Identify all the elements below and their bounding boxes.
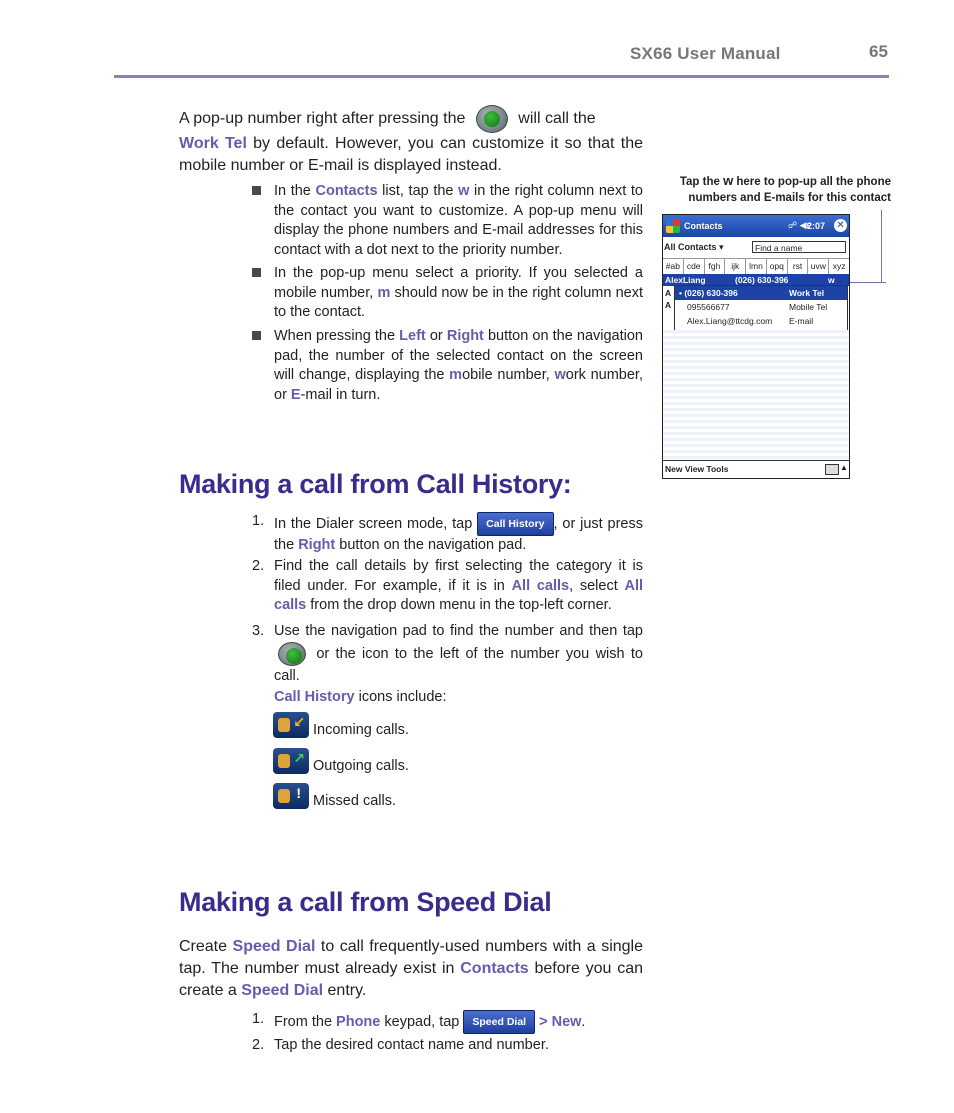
close-icon[interactable]: ✕ (834, 219, 847, 232)
step-text: , or just press the (274, 515, 643, 553)
outgoing-call-icon (273, 748, 309, 774)
phone-term: Phone (336, 1013, 381, 1030)
device-menu-bar (663, 460, 849, 478)
bullet-item (252, 264, 643, 323)
m-term: m (377, 284, 391, 301)
step-text: From the (274, 1013, 337, 1030)
device-clock: 2:07 (807, 221, 826, 231)
all-calls-term: All calls (274, 577, 643, 613)
contacts-term: Contacts (315, 183, 378, 199)
page-number: 65 (869, 42, 888, 61)
numbered-step (252, 1036, 643, 1056)
device-menu-items[interactable]: New View Tools (665, 464, 729, 474)
arrow-glyph: ! (296, 785, 301, 801)
bullet-square (252, 186, 261, 195)
callout-text: Tap the (679, 176, 724, 188)
contact-priority-tag[interactable]: w (828, 275, 835, 285)
section-heading-call-history: Making a call from Call History: (179, 469, 572, 499)
bullet-item (252, 327, 643, 405)
incoming-call-icon (273, 712, 309, 738)
bullet-text: obile number, (462, 367, 555, 383)
intro-text: will call the (513, 110, 596, 128)
bullet-text: should now be in the right column next to the contact. (274, 284, 643, 320)
numbered-step (252, 621, 643, 687)
bullet-text: or (425, 328, 447, 344)
para-text: Create (179, 938, 233, 955)
device-title-bar (663, 215, 849, 237)
icon-label: Outgoing calls. (313, 758, 409, 774)
speed-dial-paragraph (179, 936, 643, 1002)
step-text: keypad, tap (380, 1013, 464, 1030)
w-term: w (458, 183, 470, 199)
popup-item[interactable] (675, 286, 847, 300)
arrow-glyph: ↗ (293, 750, 305, 766)
alpha-tab[interactable]: lmn (746, 259, 767, 274)
number-popup-menu (674, 285, 848, 331)
device-app-title: Contacts (684, 221, 723, 231)
popup-item-label: Work Tel (789, 288, 825, 298)
arrow-glyph: ↙ (293, 714, 305, 730)
popup-item-label: Mobile Tel (789, 302, 828, 312)
step-number: 2. (252, 1037, 265, 1053)
alpha-tab[interactable]: rst (788, 259, 809, 274)
missed-call-icon (273, 783, 309, 809)
contact-row-fragment: A (665, 300, 672, 310)
callout-text: here to pop-up all the phone (733, 176, 891, 188)
step-text: from the drop down menu in the top-left corner. (306, 597, 612, 613)
para-text: to call frequently-used numbers with a single tap. The number must already exist in (179, 938, 643, 977)
step-text: Tap the desired contact name and number. (274, 1037, 549, 1053)
alpha-tab[interactable]: opq (767, 259, 788, 274)
step-text: Find the call details by first selecting the category it is filed under. For example, if it is in (274, 558, 643, 594)
step-text: In the Dialer screen mode, tap (274, 515, 478, 532)
all-calls-term: All calls (511, 577, 570, 594)
bullet-text: list, tap the (377, 183, 459, 199)
intro-text: A pop-up number right after pressing the (179, 110, 470, 128)
right-term: Right (446, 328, 484, 344)
bullet-text: When pressing the (274, 328, 400, 344)
step-text: button on the navigation pad. (335, 537, 527, 553)
numbered-step (252, 557, 643, 616)
callout-text: numbers and E-mails for this contact (688, 192, 891, 204)
new-term: > New (539, 1013, 582, 1030)
call-history-button: Call History (477, 512, 553, 536)
find-name-input[interactable]: Find a name (752, 241, 846, 253)
alpha-tab[interactable]: fgh (705, 259, 726, 274)
contact-row-fragment: A (665, 288, 672, 298)
work-tel-term: Work Tel (179, 135, 247, 152)
alpha-tab[interactable]: ijk (725, 259, 746, 274)
icons-intro-text: icons include: (354, 689, 447, 705)
screenshot-callout (645, 173, 891, 206)
step-text: , select (569, 577, 625, 594)
section-heading-speed-dial: Making a call from Speed Dial (179, 887, 552, 917)
manual-title: SX66 User Manual (630, 44, 781, 63)
alpha-tab[interactable]: cde (684, 259, 705, 274)
icon-legend-item (273, 712, 409, 738)
bullet-item (252, 182, 643, 260)
start-menu-icon[interactable] (666, 219, 680, 233)
speed-dial-term: Speed Dial (232, 938, 316, 955)
phone-call-icon (278, 642, 306, 666)
header-rule (114, 75, 889, 78)
alphabet-tabs (663, 258, 849, 275)
icon-label: Incoming calls. (313, 722, 409, 738)
bullet-text: In the pop-up menu select a priority. If you selected a mobile number, (274, 265, 643, 301)
contact-name: AlexLiang (665, 275, 706, 285)
contacts-list-area (663, 330, 849, 460)
alpha-tab[interactable]: uvw (808, 259, 829, 274)
popup-item-value: 095566677 (687, 302, 730, 312)
numbered-step (252, 512, 643, 556)
category-filter-dropdown[interactable]: All Contacts ▾ (664, 242, 724, 252)
signal-volume-icon[interactable]: ☍ ◀ε (788, 220, 811, 230)
bullet-text: ork number, or (274, 367, 643, 403)
popup-item-value: • (026) 630-396 (679, 288, 738, 298)
icons-intro (274, 689, 446, 705)
numbered-step (252, 1010, 643, 1034)
contacts-term: Contacts (460, 960, 529, 977)
intro-paragraph (179, 105, 643, 177)
contacts-screenshot (662, 214, 850, 479)
right-term: Right (298, 537, 336, 553)
bullet-square (252, 268, 261, 277)
e-term: E (290, 386, 301, 403)
speed-dial-button: Speed Dial (463, 1010, 535, 1034)
input-arrow-icon[interactable]: ▲ (840, 463, 848, 472)
callout-leader-line (881, 210, 882, 283)
bullet-square (252, 331, 261, 340)
popup-item[interactable] (675, 314, 847, 328)
icon-legend-item (273, 783, 396, 809)
call-history-term: Call History (274, 689, 355, 705)
speed-dial-term: Speed Dial (241, 982, 324, 999)
bullet-text: button on the navigation pad, the number of the selected contact on the screen will change, displaying the (274, 328, 643, 383)
step-text: Use the navigation pad to find the number and then tap (274, 623, 643, 639)
alpha-tab[interactable]: #ab (663, 259, 684, 274)
phone-call-icon (476, 105, 508, 133)
bullet-text: -mail in turn. (300, 386, 381, 403)
popup-item[interactable] (675, 300, 847, 314)
icon-label: Missed calls. (313, 793, 396, 809)
popup-item-value: Alex.Liang@ttcdg.com (687, 316, 773, 326)
icon-legend-item (273, 748, 409, 774)
para-text: entry. (323, 982, 367, 999)
keyboard-icon[interactable] (825, 464, 839, 475)
step-text: . (581, 1013, 586, 1030)
alpha-tab[interactable]: xyz (832, 261, 846, 271)
step-text: or the icon to the left of the number you wish to call. (274, 645, 643, 684)
step-number: 3. (252, 623, 265, 639)
intro-text: by default. However, you can customize it so that the mobile number or E-mail is displayed instead. (179, 135, 643, 174)
bullet-text: in the right column next to the contact you want to customize. A pop-up menu will display the phone numbers and E-mail addresses for this contact with a dot next to the priority number. (274, 183, 643, 258)
w-term: w (554, 367, 566, 383)
m-term: m (449, 367, 463, 383)
callout-w: w (723, 173, 734, 188)
contact-number: (026) 630-396 (735, 275, 789, 285)
bullet-text: In the (274, 183, 316, 199)
step-number: 1. (252, 1011, 265, 1027)
popup-item-label: E-mail (789, 316, 814, 326)
left-term: Left (399, 328, 426, 344)
para-text: before you can create a (179, 960, 644, 999)
step-number: 1. (252, 513, 265, 529)
step-number: 2. (252, 558, 265, 574)
